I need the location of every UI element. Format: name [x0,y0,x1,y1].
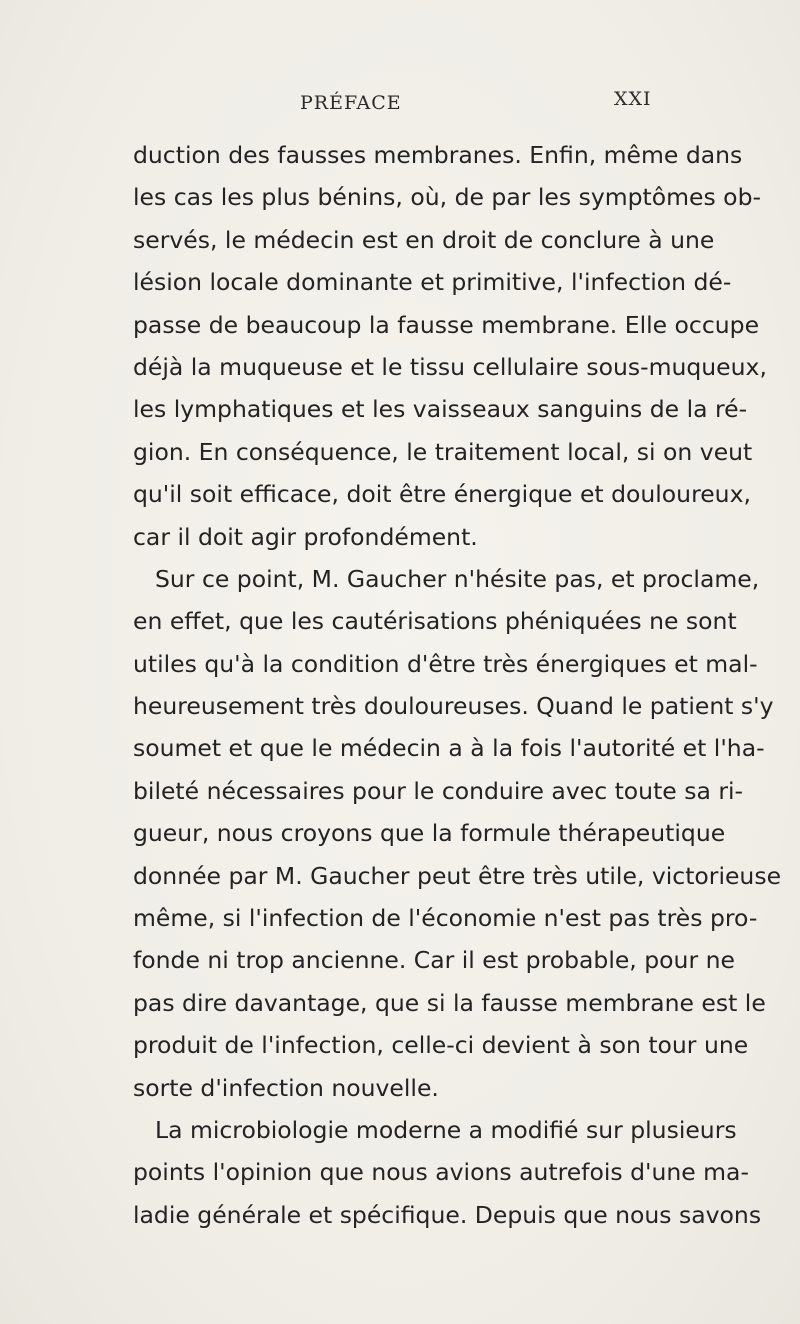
text-line: soumet et que le médecin a à la fois l'autorité et l'ha- [133,734,765,763]
text-line: les lymphatiques et les vaisseaux sanguins de la ré- [133,395,748,424]
text-line: fonde ni trop ancienne. Car il est probable, pour ne [133,946,735,975]
text-line: lésion locale dominante et primitive, l'infection dé- [133,268,732,297]
paragraph-first-line: La microbiologie moderne a modifié sur plusieurs [155,1115,737,1144]
text-line: passe de beaucoup la fausse membrane. Elle occupe [133,310,760,339]
text-line: gion. En conséquence, le traitement local, si on veut [133,437,753,466]
text-line: bileté nécessaires pour le conduire avec toute sa ri- [133,776,743,805]
paragraph-last-line: sorte d'infection nouvelle. [133,1073,439,1102]
text-line: utiles qu'à la condition d'être très énergiques et mal- [133,649,758,678]
text-line: ladie générale et spécifique. Depuis que nous savons [133,1200,762,1229]
text-line: les cas les plus bénins, où, de par les symptômes ob- [133,183,761,212]
text-line: gueur, nous croyons que la formule thérapeutique [133,819,726,848]
page-number: XXI [614,88,652,110]
text-line: heureusement très douloureuses. Quand le patient s'y [133,692,774,721]
text-line: déjà la muqueuse et le tissu cellulaire sous-muqueux, [133,352,767,381]
body-text [133,134,782,1236]
paragraph-last-line: car il doit agir profondément. [133,522,478,551]
text-line: même, si l'infection de l'économie n'est pas très pro- [133,904,758,933]
text-line: donnée par M. Gaucher peut être très utile, victorieuse [133,861,782,890]
text-line: servés, le médecin est en droit de conclure à une [133,225,715,254]
running-head [0,88,800,122]
text-line: produit de l'infection, celle-ci devient à son tour une [133,1031,749,1060]
paragraph-first-line: Sur ce point, M. Gaucher n'hésite pas, et proclame, [155,564,760,593]
text-line: duction des fausses membranes. Enfin, même dans [133,141,743,169]
text-line: qu'il soit efficace, doit être énergique et douloureux, [133,480,751,509]
section-title: PRÉFACE [300,92,402,114]
text-line: pas dire davantage, que si la fausse membrane est le [133,988,766,1017]
text-line: en effet, que les cautérisations phéniquées ne sont [133,607,737,636]
text-line: points l'opinion que nous avions autrefois d'une ma- [133,1158,749,1187]
